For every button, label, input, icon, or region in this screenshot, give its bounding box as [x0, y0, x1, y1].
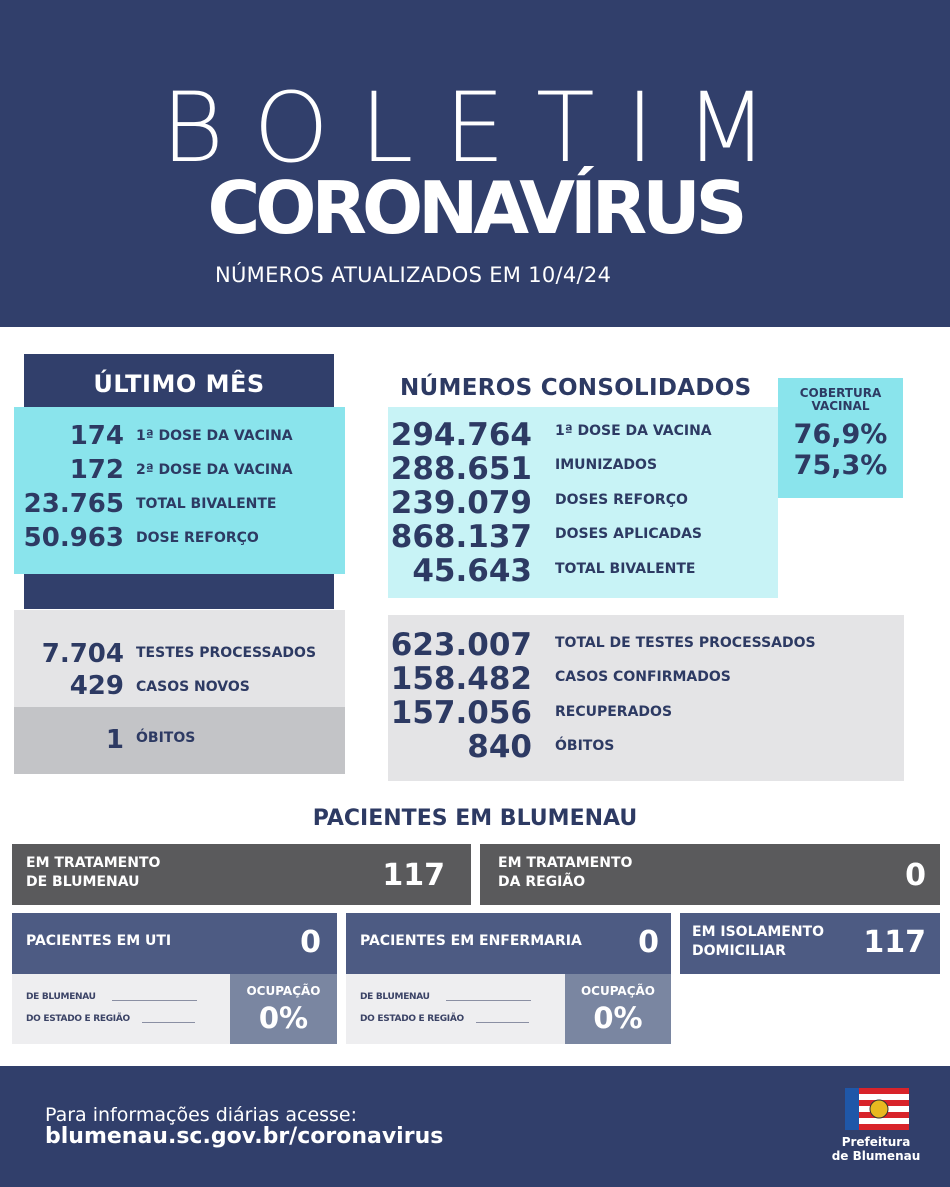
tratamento-regiao-line2: DA REGIÃO	[498, 874, 586, 890]
nc-vac-value: 294.764	[390, 417, 532, 453]
um-vac-label: 1ª DOSE DA VACINA	[136, 428, 293, 444]
consolidados-title: NÚMEROS CONSOLIDADOS	[400, 375, 752, 401]
isolamento-label	[692, 923, 824, 961]
tratamento-blumenau-line1: EM TRATAMENTO	[26, 855, 161, 871]
nc-test-label: ÓBITOS	[555, 738, 615, 754]
cobertura-value: 76,9%	[793, 419, 888, 450]
uti-sub-estado: DO ESTADO E REGIÃO	[26, 1014, 130, 1024]
uti-ocupacao-label: OCUPAÇÃO	[246, 984, 321, 998]
um-vac-value: 174	[69, 421, 124, 451]
cobertura-title-line2: VACINAL	[811, 399, 870, 413]
nc-test-label: RECUPERADOS	[555, 704, 673, 720]
title-boletim: BOLETIM	[161, 72, 799, 184]
nc-test-label: TOTAL DE TESTES PROCESSADOS	[555, 635, 816, 651]
enfermaria-label: PACIENTES EM ENFERMARIA	[360, 933, 582, 949]
um-vac-label: 2ª DOSE DA VACINA	[136, 462, 293, 478]
title-coronavirus: CORONAVÍRUS	[207, 166, 743, 250]
nc-vac-value: 868.137	[390, 519, 532, 555]
um-vac-value: 23.765	[23, 489, 124, 519]
enfermaria-sub-line	[476, 1022, 529, 1023]
cobertura-value: 75,3%	[793, 450, 888, 481]
tratamento-regiao-box	[480, 844, 940, 905]
nc-test-value: 158.482	[390, 661, 532, 697]
tratamento-blumenau-label	[26, 854, 160, 892]
logo-line1: Prefeitura	[841, 1135, 911, 1149]
blumenau-flag-icon	[845, 1088, 909, 1130]
um-vac-label: DOSE REFORÇO	[136, 530, 259, 546]
update-date: NÚMEROS ATUALIZADOS EM 10/4/24	[215, 263, 612, 287]
pacientes-title: PACIENTES EM BLUMENAU	[312, 806, 638, 831]
um-obitos-label: ÓBITOS	[136, 730, 196, 746]
nc-vac-value: 45.643	[412, 553, 532, 589]
uti-box	[12, 913, 337, 974]
isolamento-line1: EM ISOLAMENTO	[692, 924, 824, 940]
um-vac-label: TOTAL BIVALENTE	[136, 496, 277, 512]
enfermaria-sub-line	[446, 1000, 531, 1001]
cobertura-title-line1: COBERTURA	[799, 386, 882, 400]
nc-vac-label: 1ª DOSE DA VACINA	[555, 423, 712, 439]
tratamento-blumenau-box	[12, 844, 471, 905]
um-test-value: 7.704	[41, 639, 124, 669]
uti-label: PACIENTES EM UTI	[26, 933, 172, 949]
um-test-value: 429	[69, 671, 124, 701]
nc-vac-label: DOSES APLICADAS	[555, 526, 702, 542]
cobertura-title	[778, 387, 903, 413]
tratamento-regiao-value: 0	[905, 858, 926, 893]
ultimo-mes-title: ÚLTIMO MÊS	[93, 370, 265, 398]
nc-vac-value: 239.079	[390, 485, 532, 521]
tratamento-regiao-line1: EM TRATAMENTO	[498, 855, 633, 871]
nc-test-value: 157.056	[390, 695, 532, 731]
uti-ocupacao-box	[230, 974, 337, 1044]
nc-vac-label: TOTAL BIVALENTE	[555, 561, 696, 577]
enfermaria-ocupacao-value: 0%	[593, 1001, 643, 1035]
nc-vac-label: IMUNIZADOS	[555, 457, 658, 473]
um-test-label: TESTES PROCESSADOS	[136, 645, 317, 661]
enfermaria-value: 0	[638, 925, 659, 960]
enfermaria-sub-blumenau: DE BLUMENAU	[360, 992, 430, 1002]
uti-sub-blumenau: DE BLUMENAU	[26, 992, 96, 1002]
enfermaria-ocupacao-box	[565, 974, 671, 1044]
isolamento-value: 117	[863, 925, 926, 960]
nc-test-value: 623.007	[390, 627, 532, 663]
tratamento-regiao-label	[498, 854, 632, 892]
prefeitura-logo-text	[818, 1135, 934, 1163]
uti-sub-line	[142, 1022, 195, 1023]
enfermaria-sub-estado: DO ESTADO E REGIÃO	[360, 1014, 464, 1024]
tratamento-blumenau-line2: DE BLUMENAU	[26, 874, 140, 890]
uti-sub-line	[112, 1000, 197, 1001]
nc-vac-value: 288.651	[390, 451, 532, 487]
tratamento-blumenau-value: 117	[382, 858, 445, 893]
isolamento-line2: DOMICILIAR	[692, 943, 786, 959]
uti-detail-panel	[12, 974, 230, 1044]
nc-test-value: 840	[467, 729, 532, 765]
enfermaria-box	[346, 913, 671, 974]
logo-line2: de Blumenau	[831, 1149, 921, 1163]
enfermaria-detail-panel	[346, 974, 565, 1044]
uti-ocupacao-value: 0%	[258, 1001, 309, 1035]
um-vac-value: 172	[69, 455, 124, 485]
nc-vac-label: DOSES REFORÇO	[555, 492, 688, 508]
um-test-label: CASOS NOVOS	[136, 679, 250, 695]
footer-info-text: Para informações diárias acesse:	[45, 1104, 358, 1126]
uti-value: 0	[300, 925, 321, 960]
nc-test-label: CASOS CONFIRMADOS	[555, 669, 731, 685]
um-obitos-value: 1	[105, 725, 124, 755]
footer-url-link[interactable]: blumenau.sc.gov.br/coronavirus	[45, 1124, 444, 1149]
enfermaria-ocupacao-label: OCUPAÇÃO	[580, 984, 656, 998]
um-vac-value: 50.963	[23, 523, 124, 553]
isolamento-box	[680, 913, 940, 974]
